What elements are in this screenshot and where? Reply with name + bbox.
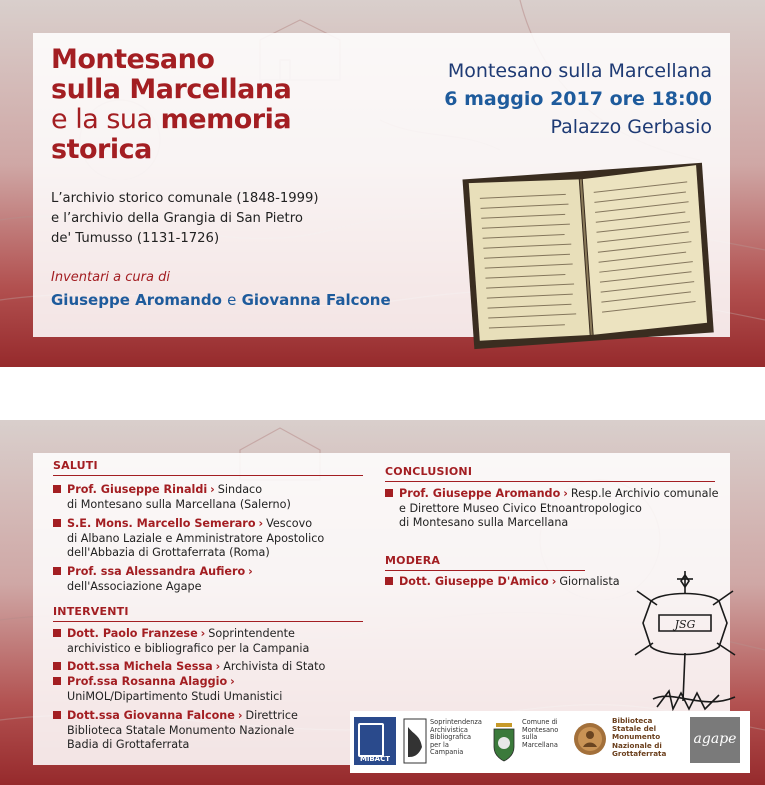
modera-rule [385, 570, 585, 571]
modera-entry-1 [385, 575, 620, 590]
title-line-1: Montesano [51, 44, 215, 75]
speaker-name: Prof. ssa Alessandra Aufiero [67, 565, 246, 578]
arrow-icon: › [237, 709, 243, 722]
speaker-name: Dott. Giuseppe D'Amico [399, 575, 549, 588]
sopr-line-4: per la [430, 740, 449, 749]
bullet [385, 489, 393, 497]
sopr-line-1: Soprintendenza [430, 718, 482, 726]
title-line-3-normal: e la sua [51, 104, 161, 135]
event-venue: Palazzo Gerbasio [550, 116, 712, 138]
speaker-role-cont: di Montesano sulla Marcellana (Salerno) [67, 497, 291, 511]
invitation-front [0, 0, 765, 367]
interventi-entry-1 [53, 627, 309, 656]
speaker-role-cont-2: dell'Abbazia di Grottaferrata (Roma) [67, 546, 270, 559]
mibact-text: MiBACT [359, 755, 391, 763]
bullet [53, 677, 61, 685]
soprintendenza-emblem [402, 717, 428, 765]
invitation-back [0, 420, 765, 785]
sopr-line-2: Archivistica [430, 725, 468, 734]
arrow-icon: › [210, 483, 215, 496]
bullet [53, 519, 61, 527]
arrow-icon: › [551, 575, 557, 588]
speaker-name: Prof.ssa Rosanna Alaggio [67, 675, 228, 688]
interventi-entry-4 [53, 709, 298, 753]
arrow-icon: › [200, 627, 206, 640]
bullet [53, 567, 61, 575]
bullet [385, 577, 393, 585]
bibl-line-5: Grottaferrata [612, 748, 667, 758]
biblioteca-text [612, 717, 666, 758]
arrow-icon: › [248, 565, 253, 578]
comune-line-4: Marcellana [522, 740, 558, 749]
curators [51, 291, 391, 309]
event-details [444, 57, 712, 141]
speaker-role-cont-1: di Albano Laziale e Amministratore Apostolico [67, 531, 325, 545]
speaker-role: Sindaco [217, 483, 263, 496]
curator-1: Giuseppe Aromando [51, 291, 222, 309]
interventi-entry-3 [53, 675, 282, 704]
manuscript-book-image [460, 157, 715, 352]
monogram-letters: JSG [674, 618, 696, 631]
comune-crest [490, 717, 518, 765]
title-line-3-bold: memoria [160, 104, 292, 135]
speaker-role-cont: dell'Associazione Agape [67, 579, 202, 593]
event-date: 6 maggio 2017 ore 18:00 [444, 88, 712, 110]
arrow-icon: › [215, 660, 221, 673]
event-title [51, 45, 291, 165]
conclusioni-rule [385, 481, 715, 482]
crest-icon [490, 717, 518, 765]
title-line-3 [51, 105, 291, 135]
speaker-name: Prof. Giuseppe Aromando [399, 487, 561, 500]
sponsor-logos [350, 711, 750, 773]
saluti-entry-1 [53, 483, 291, 512]
speaker-role-cont: UniMOL/Dipartimento Studi Umanistici [67, 689, 283, 703]
curator-conjunction: e [227, 291, 237, 309]
event-place: Montesano sulla Marcellana [447, 60, 712, 82]
subtitle-line-1: L’archivio storico comunale (1848-1999) [51, 191, 319, 206]
speaker-role-cont-1: e Direttore Museo Civico Etnoantropologico [399, 501, 642, 515]
saluti-entry-3 [53, 565, 256, 594]
interventi-rule [53, 621, 363, 622]
arrow-icon: › [230, 675, 235, 688]
curator-label: Inventari a cura di [51, 270, 170, 285]
interventi-heading: INTERVENTI [53, 605, 129, 618]
back-panel [33, 453, 737, 765]
speaker-role-cont-2: Badia di Grottaferrata [67, 738, 190, 751]
conclusioni-heading: CONCLUSIONI [385, 465, 473, 478]
column-icon [402, 717, 428, 765]
sopr-line-5: Campania [430, 748, 464, 756]
saluti-entry-2 [53, 517, 324, 561]
signature-monogram-image [623, 571, 763, 726]
saluti-heading: SALUTI [53, 459, 98, 472]
speaker-name: S.E. Mons. Marcello Semeraro [67, 517, 256, 530]
speaker-name: Dott. Paolo Franzese [67, 627, 198, 640]
mibact-logo [354, 717, 396, 765]
speaker-name: Dott.ssa Giovanna Falcone [67, 709, 235, 722]
bibl-line-4: Nazionale di [612, 740, 662, 750]
agape-logo [690, 717, 740, 763]
saluti-rule [53, 475, 363, 476]
speaker-role: Direttrice [245, 709, 298, 722]
mibact-emblem-icon [358, 723, 384, 757]
arrow-icon: › [563, 487, 568, 500]
conclusioni-entry-1 [385, 487, 719, 531]
soprintendenza-text [430, 719, 482, 757]
speaker-role: Vescovo [266, 517, 313, 530]
speaker-role: Soprintendente [208, 627, 295, 640]
speaker-role: Archivista di Stato [223, 660, 326, 673]
bullet [53, 711, 61, 719]
comune-line-2: Montesano [522, 725, 559, 734]
front-panel [33, 33, 730, 337]
subtitle-line-3: de' Tumusso (1131-1726) [51, 231, 220, 246]
bibl-line-3: Monumento [612, 732, 661, 742]
speaker-role-cont-1: Biblioteca Statale Monumento Nazionale [67, 723, 295, 737]
agape-text: agape [693, 731, 737, 747]
bibl-line-2: Statale del [612, 724, 657, 734]
medallion-icon [572, 717, 608, 765]
subtitle-line-2: e l’archivio della Grangia di San Pietro [51, 211, 303, 226]
title-line-2: sulla Marcellana [51, 74, 292, 105]
subtitle [51, 189, 361, 249]
bullet [53, 662, 61, 670]
comune-text [522, 719, 558, 749]
arrow-icon: › [258, 517, 264, 530]
comune-line-1: Comune di [522, 718, 558, 726]
speaker-role-cont: archivistico e bibliografico per la Campania [67, 641, 310, 655]
interventi-entry-2 [53, 660, 325, 675]
bullet [53, 485, 61, 493]
bullet [53, 629, 61, 637]
bibl-line-1: Biblioteca [612, 716, 653, 725]
comune-line-3: sulla [522, 733, 538, 741]
title-line-4: storica [51, 134, 152, 165]
biblioteca-emblem [572, 717, 608, 765]
speaker-name: Prof. Giuseppe Rinaldi [67, 483, 208, 496]
modera-heading: MODERA [385, 554, 441, 567]
speaker-role-cont-2: di Montesano sulla Marcellana [399, 516, 569, 529]
speaker-role: Giornalista [559, 575, 620, 588]
curator-2: Giovanna Falcone [241, 291, 391, 309]
speaker-role: Resp.le Archivio comunale [570, 487, 719, 500]
sopr-line-3: Bibliografica [430, 733, 471, 741]
speaker-name: Dott.ssa Michela Sessa [67, 660, 213, 673]
